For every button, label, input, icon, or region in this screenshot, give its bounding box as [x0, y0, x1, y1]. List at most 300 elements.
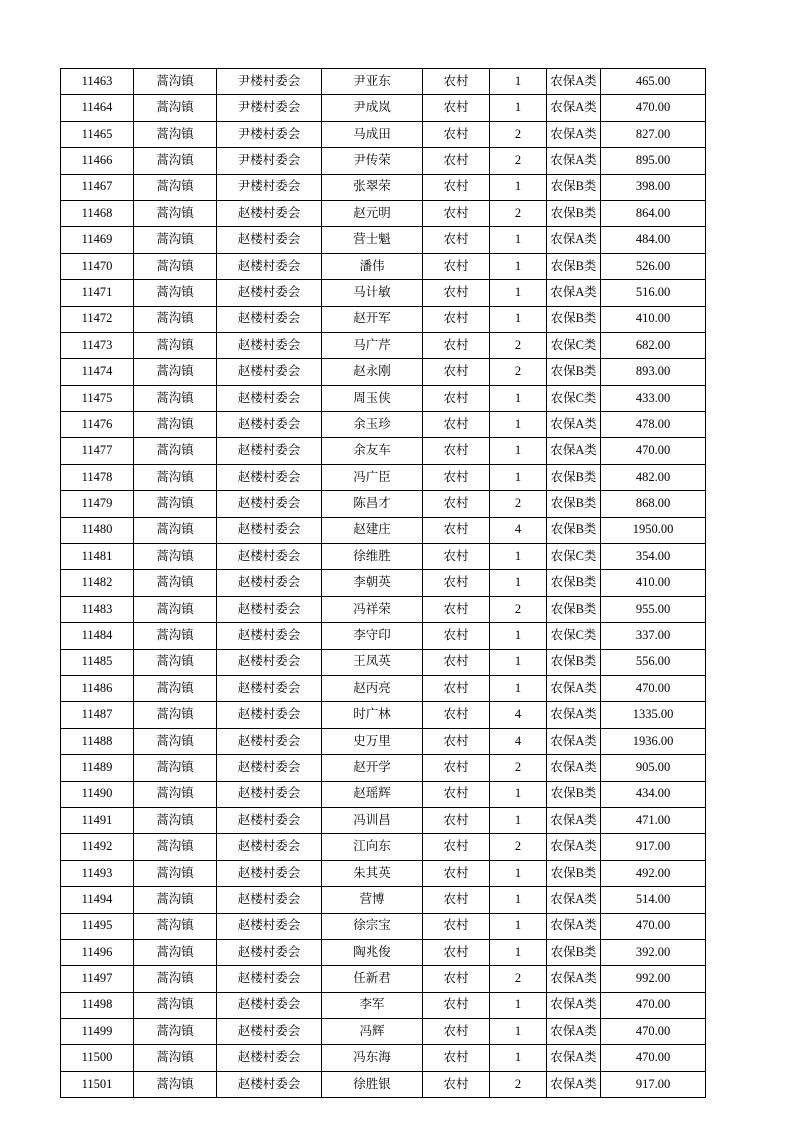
- cell-town: 蒿沟镇: [134, 675, 217, 701]
- cell-town: 蒿沟镇: [134, 649, 217, 675]
- table-row: [61, 306, 706, 332]
- cell-type: 农村: [423, 253, 490, 279]
- cell-category: 农保A类: [547, 148, 601, 174]
- cell-town: 蒿沟镇: [134, 95, 217, 121]
- cell-name: 冯辉: [322, 1019, 423, 1045]
- cell-id: 11477: [61, 438, 134, 464]
- cell-amount: 827.00: [601, 121, 706, 147]
- cell-village: 赵楼村委会: [217, 359, 322, 385]
- cell-type: 农村: [423, 200, 490, 226]
- cell-count: 2: [490, 148, 547, 174]
- cell-name: 尹成岚: [322, 95, 423, 121]
- cell-id: 11473: [61, 332, 134, 358]
- table-row: [61, 200, 706, 226]
- cell-type: 农村: [423, 464, 490, 490]
- cell-id: 11497: [61, 966, 134, 992]
- cell-name: 冯训昌: [322, 807, 423, 833]
- table-row: [61, 544, 706, 570]
- cell-town: 蒿沟镇: [134, 992, 217, 1018]
- cell-town: 蒿沟镇: [134, 596, 217, 622]
- cell-village: 赵楼村委会: [217, 834, 322, 860]
- cell-category: 农保B类: [547, 649, 601, 675]
- cell-category: 农保A类: [547, 702, 601, 728]
- cell-town: 蒿沟镇: [134, 385, 217, 411]
- cell-count: 1: [490, 227, 547, 253]
- cell-id: 11471: [61, 280, 134, 306]
- table-row: [61, 623, 706, 649]
- cell-village: 赵楼村委会: [217, 253, 322, 279]
- cell-amount: 434.00: [601, 781, 706, 807]
- cell-village: 尹楼村委会: [217, 121, 322, 147]
- cell-category: 农保A类: [547, 913, 601, 939]
- table-row: [61, 675, 706, 701]
- cell-amount: 917.00: [601, 1071, 706, 1097]
- cell-category: 农保A类: [547, 227, 601, 253]
- cell-town: 蒿沟镇: [134, 887, 217, 913]
- cell-amount: 516.00: [601, 280, 706, 306]
- cell-id: 11470: [61, 253, 134, 279]
- cell-type: 农村: [423, 860, 490, 886]
- cell-category: 农保A类: [547, 280, 601, 306]
- cell-type: 农村: [423, 781, 490, 807]
- cell-id: 11482: [61, 570, 134, 596]
- cell-category: 农保A类: [547, 887, 601, 913]
- cell-village: 赵楼村委会: [217, 939, 322, 965]
- cell-town: 蒿沟镇: [134, 702, 217, 728]
- cell-id: 11466: [61, 148, 134, 174]
- table-row: [61, 1071, 706, 1097]
- cell-id: 11479: [61, 491, 134, 517]
- cell-amount: 955.00: [601, 596, 706, 622]
- cell-village: 尹楼村委会: [217, 174, 322, 200]
- cell-id: 11467: [61, 174, 134, 200]
- cell-type: 农村: [423, 1071, 490, 1097]
- cell-count: 1: [490, 95, 547, 121]
- table-row: [61, 887, 706, 913]
- table-row: [61, 913, 706, 939]
- cell-amount: 471.00: [601, 807, 706, 833]
- cell-id: 11493: [61, 860, 134, 886]
- cell-id: 11475: [61, 385, 134, 411]
- cell-id: 11478: [61, 464, 134, 490]
- table-row: [61, 570, 706, 596]
- cell-category: 农保A类: [547, 95, 601, 121]
- cell-count: 1: [490, 807, 547, 833]
- cell-village: 赵楼村委会: [217, 280, 322, 306]
- cell-village: 尹楼村委会: [217, 148, 322, 174]
- cell-name: 赵元明: [322, 200, 423, 226]
- cell-id: 11480: [61, 517, 134, 543]
- cell-count: 2: [490, 834, 547, 860]
- cell-category: 农保A类: [547, 1045, 601, 1071]
- cell-amount: 893.00: [601, 359, 706, 385]
- cell-village: 赵楼村委会: [217, 464, 322, 490]
- cell-town: 蒿沟镇: [134, 491, 217, 517]
- table-row: [61, 517, 706, 543]
- cell-village: 赵楼村委会: [217, 412, 322, 438]
- cell-id: 11490: [61, 781, 134, 807]
- cell-village: 尹楼村委会: [217, 69, 322, 95]
- cell-type: 农村: [423, 491, 490, 517]
- cell-town: 蒿沟镇: [134, 517, 217, 543]
- cell-id: 11494: [61, 887, 134, 913]
- cell-name: 陶兆俊: [322, 939, 423, 965]
- cell-count: 1: [490, 253, 547, 279]
- cell-id: 11489: [61, 755, 134, 781]
- cell-id: 11491: [61, 807, 134, 833]
- cell-amount: 433.00: [601, 385, 706, 411]
- table-row: [61, 174, 706, 200]
- cell-type: 农村: [423, 95, 490, 121]
- cell-id: 11498: [61, 992, 134, 1018]
- cell-category: 农保B类: [547, 174, 601, 200]
- cell-village: 赵楼村委会: [217, 385, 322, 411]
- cell-id: 11476: [61, 412, 134, 438]
- cell-category: 农保B类: [547, 860, 601, 886]
- cell-name: 赵建庄: [322, 517, 423, 543]
- cell-count: 1: [490, 675, 547, 701]
- cell-amount: 682.00: [601, 332, 706, 358]
- cell-type: 农村: [423, 227, 490, 253]
- cell-id: 11486: [61, 675, 134, 701]
- cell-town: 蒿沟镇: [134, 860, 217, 886]
- cell-town: 蒿沟镇: [134, 570, 217, 596]
- cell-id: 11469: [61, 227, 134, 253]
- table-row: [61, 253, 706, 279]
- cell-id: 11496: [61, 939, 134, 965]
- cell-amount: 470.00: [601, 992, 706, 1018]
- cell-count: 1: [490, 623, 547, 649]
- cell-village: 赵楼村委会: [217, 1045, 322, 1071]
- cell-amount: 410.00: [601, 570, 706, 596]
- cell-count: 1: [490, 860, 547, 886]
- cell-town: 蒿沟镇: [134, 1045, 217, 1071]
- cell-count: 1: [490, 464, 547, 490]
- cell-type: 农村: [423, 887, 490, 913]
- cell-type: 农村: [423, 649, 490, 675]
- cell-category: 农保A类: [547, 675, 601, 701]
- cell-amount: 917.00: [601, 834, 706, 860]
- cell-count: 1: [490, 544, 547, 570]
- cell-category: 农保B类: [547, 253, 601, 279]
- cell-amount: 482.00: [601, 464, 706, 490]
- cell-name: 赵瑶辉: [322, 781, 423, 807]
- cell-village: 赵楼村委会: [217, 1019, 322, 1045]
- cell-name: 冯东海: [322, 1045, 423, 1071]
- cell-id: 11465: [61, 121, 134, 147]
- cell-count: 2: [490, 755, 547, 781]
- cell-category: 农保A类: [547, 755, 601, 781]
- cell-category: 农保C类: [547, 623, 601, 649]
- cell-name: 时广林: [322, 702, 423, 728]
- cell-town: 蒿沟镇: [134, 227, 217, 253]
- cell-id: 11501: [61, 1071, 134, 1097]
- table-body: [61, 69, 706, 1098]
- cell-type: 农村: [423, 807, 490, 833]
- cell-count: 1: [490, 1045, 547, 1071]
- cell-type: 农村: [423, 728, 490, 754]
- cell-amount: 1936.00: [601, 728, 706, 754]
- cell-name: 尹传荣: [322, 148, 423, 174]
- table-row: [61, 69, 706, 95]
- cell-id: 11464: [61, 95, 134, 121]
- cell-type: 农村: [423, 332, 490, 358]
- cell-category: 农保A类: [547, 992, 601, 1018]
- cell-category: 农保A类: [547, 438, 601, 464]
- cell-count: 2: [490, 491, 547, 517]
- cell-town: 蒿沟镇: [134, 306, 217, 332]
- cell-category: 农保B类: [547, 491, 601, 517]
- cell-village: 赵楼村委会: [217, 807, 322, 833]
- cell-id: 11495: [61, 913, 134, 939]
- cell-town: 蒿沟镇: [134, 755, 217, 781]
- cell-count: 1: [490, 280, 547, 306]
- cell-name: 余友车: [322, 438, 423, 464]
- cell-type: 农村: [423, 966, 490, 992]
- cell-town: 蒿沟镇: [134, 834, 217, 860]
- cell-village: 赵楼村委会: [217, 227, 322, 253]
- table-row: [61, 860, 706, 886]
- cell-village: 赵楼村委会: [217, 623, 322, 649]
- cell-town: 蒿沟镇: [134, 174, 217, 200]
- table-row: [61, 385, 706, 411]
- cell-village: 赵楼村委会: [217, 887, 322, 913]
- cell-name: 徐宗宝: [322, 913, 423, 939]
- cell-village: 赵楼村委会: [217, 306, 322, 332]
- cell-count: 4: [490, 728, 547, 754]
- cell-type: 农村: [423, 913, 490, 939]
- cell-id: 11474: [61, 359, 134, 385]
- table-row: [61, 332, 706, 358]
- cell-count: 2: [490, 1071, 547, 1097]
- cell-category: 农保A类: [547, 807, 601, 833]
- cell-town: 蒿沟镇: [134, 939, 217, 965]
- cell-name: 李朝英: [322, 570, 423, 596]
- cell-type: 农村: [423, 280, 490, 306]
- cell-village: 赵楼村委会: [217, 438, 322, 464]
- cell-village: 赵楼村委会: [217, 570, 322, 596]
- cell-town: 蒿沟镇: [134, 332, 217, 358]
- cell-village: 赵楼村委会: [217, 332, 322, 358]
- table-row: [61, 781, 706, 807]
- cell-category: 农保C类: [547, 385, 601, 411]
- table-row: [61, 359, 706, 385]
- cell-name: 赵永刚: [322, 359, 423, 385]
- cell-id: 11463: [61, 69, 134, 95]
- cell-amount: 905.00: [601, 755, 706, 781]
- cell-village: 赵楼村委会: [217, 200, 322, 226]
- cell-amount: 470.00: [601, 95, 706, 121]
- cell-town: 蒿沟镇: [134, 121, 217, 147]
- cell-category: 农保A类: [547, 1071, 601, 1097]
- cell-count: 1: [490, 992, 547, 1018]
- cell-village: 赵楼村委会: [217, 702, 322, 728]
- table-row: [61, 807, 706, 833]
- cell-amount: 470.00: [601, 438, 706, 464]
- cell-type: 农村: [423, 69, 490, 95]
- cell-type: 农村: [423, 702, 490, 728]
- cell-count: 1: [490, 570, 547, 596]
- cell-amount: 526.00: [601, 253, 706, 279]
- cell-category: 农保B类: [547, 306, 601, 332]
- cell-id: 11485: [61, 649, 134, 675]
- cell-type: 农村: [423, 412, 490, 438]
- cell-name: 周玉侠: [322, 385, 423, 411]
- cell-name: 营博: [322, 887, 423, 913]
- cell-amount: 492.00: [601, 860, 706, 886]
- cell-category: 农保B类: [547, 464, 601, 490]
- cell-count: 1: [490, 412, 547, 438]
- cell-amount: 354.00: [601, 544, 706, 570]
- cell-amount: 470.00: [601, 1045, 706, 1071]
- cell-type: 农村: [423, 1019, 490, 1045]
- cell-name: 徐胜银: [322, 1071, 423, 1097]
- cell-name: 马广芹: [322, 332, 423, 358]
- cell-name: 李军: [322, 992, 423, 1018]
- cell-name: 江向东: [322, 834, 423, 860]
- cell-type: 农村: [423, 992, 490, 1018]
- table-row: [61, 148, 706, 174]
- cell-town: 蒿沟镇: [134, 438, 217, 464]
- cell-id: 11472: [61, 306, 134, 332]
- cell-town: 蒿沟镇: [134, 200, 217, 226]
- cell-amount: 992.00: [601, 966, 706, 992]
- cell-amount: 465.00: [601, 69, 706, 95]
- cell-town: 蒿沟镇: [134, 781, 217, 807]
- cell-id: 11488: [61, 728, 134, 754]
- cell-amount: 895.00: [601, 148, 706, 174]
- cell-category: 农保B类: [547, 200, 601, 226]
- cell-amount: 1950.00: [601, 517, 706, 543]
- cell-village: 赵楼村委会: [217, 675, 322, 701]
- cell-category: 农保B类: [547, 939, 601, 965]
- cell-count: 1: [490, 438, 547, 464]
- table-row: [61, 728, 706, 754]
- cell-name: 营士魁: [322, 227, 423, 253]
- cell-village: 赵楼村委会: [217, 781, 322, 807]
- cell-town: 蒿沟镇: [134, 280, 217, 306]
- cell-amount: 470.00: [601, 675, 706, 701]
- table-row: [61, 992, 706, 1018]
- cell-id: 11492: [61, 834, 134, 860]
- cell-village: 尹楼村委会: [217, 95, 322, 121]
- cell-category: 农保C类: [547, 544, 601, 570]
- cell-village: 赵楼村委会: [217, 1071, 322, 1097]
- cell-type: 农村: [423, 570, 490, 596]
- cell-village: 赵楼村委会: [217, 966, 322, 992]
- table-row: [61, 438, 706, 464]
- cell-town: 蒿沟镇: [134, 807, 217, 833]
- table-row: [61, 1045, 706, 1071]
- cell-id: 11500: [61, 1045, 134, 1071]
- cell-id: 11468: [61, 200, 134, 226]
- cell-town: 蒿沟镇: [134, 359, 217, 385]
- cell-category: 农保A类: [547, 966, 601, 992]
- cell-count: 1: [490, 174, 547, 200]
- table-row: [61, 227, 706, 253]
- cell-amount: 1335.00: [601, 702, 706, 728]
- cell-count: 1: [490, 939, 547, 965]
- cell-category: 农保B类: [547, 596, 601, 622]
- table-row: [61, 491, 706, 517]
- cell-id: 11487: [61, 702, 134, 728]
- cell-count: 1: [490, 306, 547, 332]
- cell-count: 2: [490, 200, 547, 226]
- cell-amount: 398.00: [601, 174, 706, 200]
- cell-name: 冯祥荣: [322, 596, 423, 622]
- table-row: [61, 464, 706, 490]
- cell-id: 11499: [61, 1019, 134, 1045]
- table-row: [61, 95, 706, 121]
- cell-village: 赵楼村委会: [217, 596, 322, 622]
- cell-type: 农村: [423, 359, 490, 385]
- table-row: [61, 966, 706, 992]
- cell-amount: 868.00: [601, 491, 706, 517]
- cell-count: 2: [490, 359, 547, 385]
- cell-count: 2: [490, 121, 547, 147]
- cell-amount: 514.00: [601, 887, 706, 913]
- cell-name: 朱其英: [322, 860, 423, 886]
- cell-amount: 864.00: [601, 200, 706, 226]
- cell-count: 1: [490, 887, 547, 913]
- cell-town: 蒿沟镇: [134, 544, 217, 570]
- cell-town: 蒿沟镇: [134, 464, 217, 490]
- cell-type: 农村: [423, 596, 490, 622]
- cell-town: 蒿沟镇: [134, 728, 217, 754]
- cell-type: 农村: [423, 675, 490, 701]
- cell-type: 农村: [423, 755, 490, 781]
- cell-name: 余玉珍: [322, 412, 423, 438]
- cell-count: 2: [490, 966, 547, 992]
- cell-id: 11483: [61, 596, 134, 622]
- cell-name: 马成田: [322, 121, 423, 147]
- cell-type: 农村: [423, 517, 490, 543]
- cell-amount: 556.00: [601, 649, 706, 675]
- cell-village: 赵楼村委会: [217, 544, 322, 570]
- cell-name: 王凤英: [322, 649, 423, 675]
- cell-village: 赵楼村委会: [217, 913, 322, 939]
- cell-type: 农村: [423, 121, 490, 147]
- cell-type: 农村: [423, 834, 490, 860]
- cell-type: 农村: [423, 1045, 490, 1071]
- cell-amount: 392.00: [601, 939, 706, 965]
- cell-town: 蒿沟镇: [134, 966, 217, 992]
- table-row: [61, 702, 706, 728]
- table-row: [61, 412, 706, 438]
- cell-count: 4: [490, 517, 547, 543]
- cell-town: 蒿沟镇: [134, 623, 217, 649]
- cell-name: 赵开学: [322, 755, 423, 781]
- cell-count: 1: [490, 385, 547, 411]
- cell-amount: 484.00: [601, 227, 706, 253]
- cell-village: 赵楼村委会: [217, 755, 322, 781]
- cell-village: 赵楼村委会: [217, 517, 322, 543]
- cell-amount: 478.00: [601, 412, 706, 438]
- cell-name: 赵丙亮: [322, 675, 423, 701]
- cell-type: 农村: [423, 939, 490, 965]
- cell-category: 农保A类: [547, 728, 601, 754]
- cell-type: 农村: [423, 438, 490, 464]
- table-row: [61, 649, 706, 675]
- cell-type: 农村: [423, 544, 490, 570]
- cell-type: 农村: [423, 623, 490, 649]
- cell-type: 农村: [423, 148, 490, 174]
- cell-town: 蒿沟镇: [134, 148, 217, 174]
- cell-category: 农保B类: [547, 517, 601, 543]
- table-row: [61, 755, 706, 781]
- cell-village: 赵楼村委会: [217, 649, 322, 675]
- cell-village: 赵楼村委会: [217, 992, 322, 1018]
